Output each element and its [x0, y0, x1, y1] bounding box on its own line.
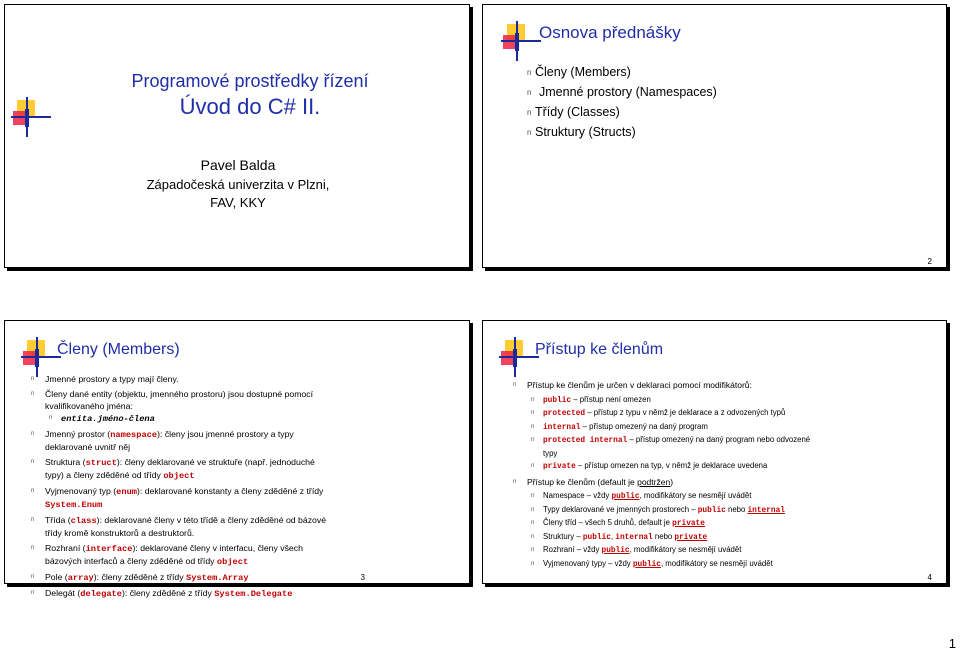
slide-3 [4, 320, 470, 599]
page-number: 3 [360, 573, 365, 582]
list-subitem: n internal – přístup omezený na daný program [531, 421, 708, 432]
list-subitem: n entita.jméno-člena [49, 414, 155, 424]
slide-title: Osnova přednášky [539, 23, 681, 42]
slide-4 [482, 320, 947, 584]
list-item: n Jmenné prostory (Namespaces) [527, 85, 717, 99]
list-item: n Členy dané entity (objektu, jmenného prostoru) jsou dostupné pomocí kvalifikovaného jména: [31, 389, 314, 411]
list-subitem: n public – přístup není omezen [531, 394, 651, 405]
list-item: n Vyjmenovaný typ (enum): deklarované konstanty a členy zděděné z třídy System.Enum [31, 486, 324, 510]
title-line-1: Programové prostředky řízení [131, 71, 369, 91]
slide-decoration-icon [21, 337, 61, 377]
list-item: n Pole (array): členy zděděné z třídy System.Array [31, 572, 249, 583]
list-subitem: n Typy deklarované ve jmenných prostorech – public nebo internal [531, 504, 785, 515]
list-item: n Delegát (delegate): členy zděděné z třídy System.Delegate [31, 588, 293, 599]
list-subitem: n Namespace – vždy public, modifikátory se nesmějí uvádět [531, 491, 752, 501]
list-item: n Třídy (Classes) [527, 105, 620, 119]
list-item: n Přístup ke členům je určen v deklaraci pomocí modifikátorů: [513, 380, 752, 390]
outline-list [527, 65, 717, 145]
affiliation-line-2: FAV, KKY [210, 195, 266, 210]
list-item: n Členy (Members) [527, 65, 631, 79]
page-number: 4 [927, 573, 932, 582]
slide-title: Přístup ke členům [535, 341, 664, 358]
list-item: n Jmenný prostor (namespace): členy jsou jmenné prostory a typy deklarované uvnitř něj [31, 429, 294, 452]
page-number: 2 [927, 257, 932, 266]
slide-body [513, 379, 942, 571]
slide-body [31, 373, 465, 600]
list-subitem: n protected internal – přístup omezený na daný program nebo odvozené typy [531, 435, 811, 458]
slide-decoration-icon [501, 21, 541, 61]
list-item: n Struktury (Structs) [527, 125, 636, 139]
list-subitem: n Vyjmenovaný typy – vždy public, modifikátory se nesmějí uvádět [531, 558, 773, 569]
slide-title: Členy (Members) [57, 341, 180, 358]
slide-2 [482, 4, 947, 268]
list-item: n Rozhraní (interface): deklarované členy v interfacu, členy všech bázových interfaců a členy zděděné od třídy object [31, 543, 303, 567]
list-subitem: n Členy tříd – všech 5 druhů, default je private [531, 518, 705, 528]
list-item: n Třída (class): deklarované členy v této třídě a členy zděděné od bázové třídy kromě konstruktorů a destruktorů. [31, 515, 327, 538]
author-name: Pavel Balda [200, 157, 276, 173]
list-item: n Struktura (struct): členy deklarované ve struktuře (např. jednoduché typy) a členy zděděné od třídy object [31, 457, 315, 481]
affiliation-line-1: Západočeská univerzita v Plzni, [146, 177, 330, 192]
document-page-number: 1 [948, 636, 956, 651]
slide-decoration-icon [499, 337, 539, 377]
list-subitem: n Struktury – public, internal nebo private [531, 531, 708, 542]
list-subitem: n Rozhraní – vždy public, modifikátory se nesmějí uvádět [531, 545, 742, 555]
list-item: n Jmenné prostory a typy mají členy. [31, 374, 179, 384]
list-subitem: n protected – přístup z typu v němž je deklarace a z odvozených typů [531, 408, 786, 418]
list-item: n Přístup ke členům (default je podtržen) [513, 476, 674, 487]
list-subitem: n private – přístup omezen na typ, v němž je deklarace uvedena [531, 461, 768, 471]
title-line-2: Úvod do C# II. [179, 94, 321, 119]
slide-1 [4, 4, 470, 268]
